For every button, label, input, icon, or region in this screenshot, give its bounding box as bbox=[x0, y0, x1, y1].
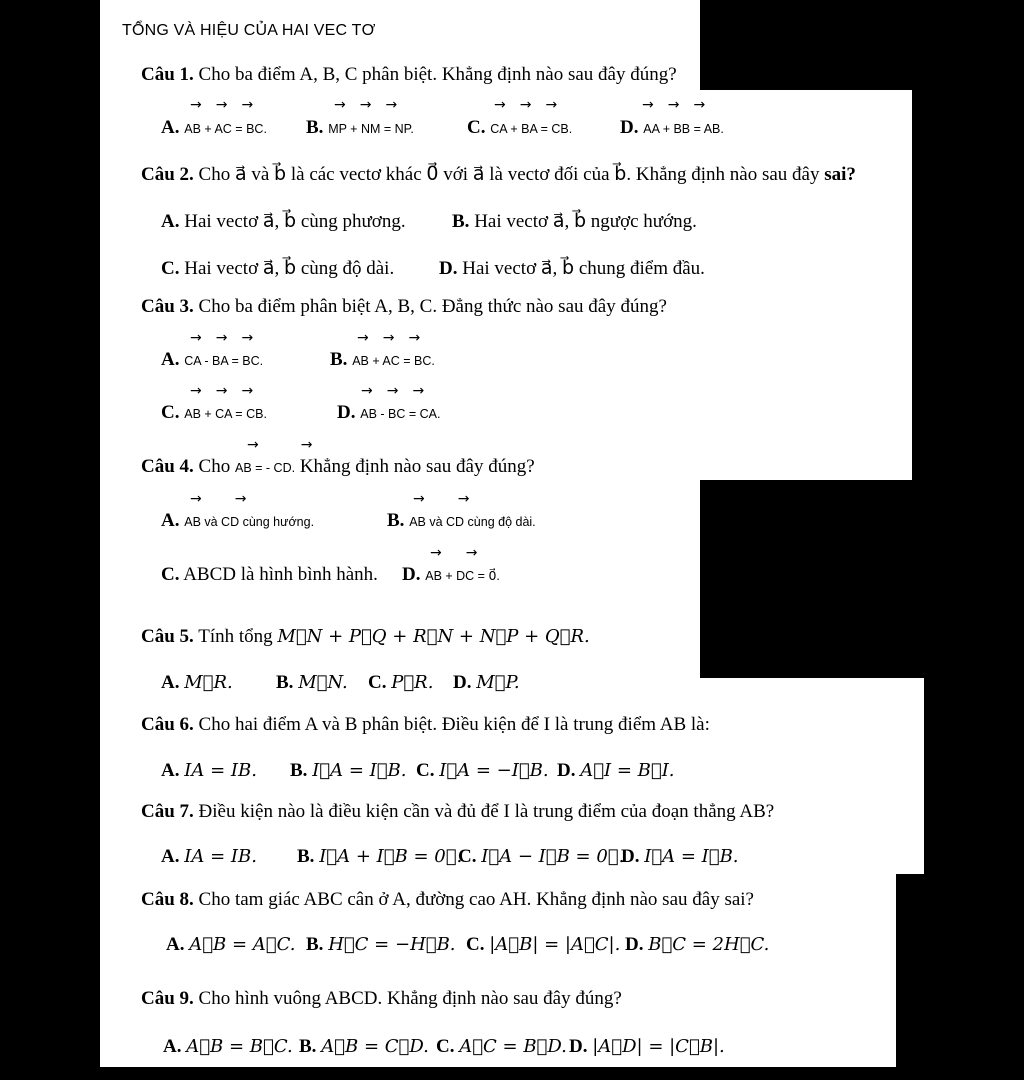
q6-option-a: A. IA = IB. bbox=[161, 760, 257, 781]
vector-arrows: →→ bbox=[247, 437, 355, 453]
vector-arrows: →→→ bbox=[190, 97, 268, 113]
q1-option-b: B. MP + NM = NP. bbox=[306, 117, 414, 138]
question-2: Câu 2. Cho a⃗ và b⃗ là các vectơ khác 0⃗ với a⃗ là vectơ đối của b⃗. Khẳng định nào sau đây sai? bbox=[141, 164, 856, 185]
page-background-right-upper bbox=[700, 90, 912, 480]
q1-option-a: A. AB + AC = BC. bbox=[161, 117, 267, 138]
question-4: Câu 4. Cho AB = - CD. Khẳng định nào sau đây đúng? bbox=[141, 456, 535, 477]
question-5: Câu 5. Tính tổng M⃗N + P⃗Q + R⃗N + N⃗P + Q⃗R. bbox=[141, 626, 590, 647]
q1-option-c: C. CA + BA = CB. bbox=[467, 117, 573, 138]
q4-option-b: B. AB và CD cùng độ dài. bbox=[387, 510, 536, 531]
page-title: TỔNG VÀ HIỆU CỦA HAI VEC TƠ bbox=[122, 22, 376, 39]
vector-arrows: →→→ bbox=[190, 383, 268, 399]
q3-option-c: C. AB + CA = CB. bbox=[161, 402, 267, 423]
q5-option-d: D. M⃗P. bbox=[453, 672, 520, 693]
q9-option-c: C. A⃗C = B⃗D. bbox=[436, 1036, 567, 1057]
vector-arrows: →→ bbox=[430, 545, 502, 561]
q5-expression: M⃗N + P⃗Q + R⃗N + N⃗P + Q⃗R. bbox=[277, 626, 590, 647]
question-1: Câu 1. Cho ba điểm A, B, C phân biệt. Khẳng định nào sau đây đúng? bbox=[141, 64, 677, 85]
q8-option-b: B. H⃗C = −H⃗B. bbox=[306, 934, 456, 955]
q6-option-b: B. I⃗A = I⃗B. bbox=[290, 760, 407, 781]
q3-option-d: D. AB - BC = CA. bbox=[337, 402, 441, 423]
question-6: Câu 6. Cho hai điểm A và B phân biệt. Điều kiện để I là trung điểm AB là: bbox=[141, 714, 710, 735]
question-8: Câu 8. Cho tam giác ABC cân ở A, đường cao AH. Khẳng định nào sau đây sai? bbox=[141, 889, 754, 910]
q6-option-d: D. A⃗I = B⃗I. bbox=[557, 760, 675, 781]
vector-arrows: →→→ bbox=[190, 330, 268, 346]
q9-option-b: B. A⃗B = C⃗D. bbox=[299, 1036, 429, 1057]
q8-option-d: D. B⃗C = 2H⃗C. bbox=[625, 934, 770, 955]
q3-option-b: B. AB + AC = BC. bbox=[330, 349, 435, 370]
q2-option-c: C. Hai vectơ a⃗, b⃗ cùng độ dài. bbox=[161, 258, 395, 279]
q6-option-c: C. I⃗A = −I⃗B. bbox=[416, 760, 549, 781]
q5-option-b: B. M⃗N. bbox=[276, 672, 348, 693]
q7-option-d: D. I⃗A = I⃗B. bbox=[621, 846, 739, 867]
q2-emphasis: sai? bbox=[824, 164, 856, 185]
vector-arrows: →→ bbox=[190, 491, 280, 507]
q7-option-b: B. I⃗A + I⃗B = 0⃗. bbox=[297, 846, 463, 867]
q5-option-a: A. M⃗R. bbox=[161, 672, 233, 693]
vector-arrows: →→→ bbox=[334, 97, 412, 113]
q4-option-c: C. ABCD là hình bình hành. bbox=[161, 564, 378, 585]
q2-option-d: D. Hai vectơ a⃗, b⃗ chung điểm đầu. bbox=[439, 258, 705, 279]
q4-option-d: D. AB + DC = 0⃗. bbox=[402, 564, 500, 585]
question-7: Câu 7. Điều kiện nào là điều kiện cần và đủ để I là trung điểm của đoạn thẳng AB? bbox=[141, 801, 775, 822]
question-9: Câu 9. Cho hình vuông ABCD. Khẳng định nào sau đây đúng? bbox=[141, 988, 622, 1009]
q8-option-a: A. A⃗B = A⃗C. bbox=[166, 934, 296, 955]
q4-option-a: A. AB và CD cùng hướng. bbox=[161, 510, 315, 531]
q5-option-c: C. P⃗R. bbox=[368, 672, 434, 693]
question-3: Câu 3. Cho ba điểm phân biệt A, B, C. Đẳng thức nào sau đây đúng? bbox=[141, 296, 667, 317]
q4-expression: AB = - CD. bbox=[234, 461, 296, 475]
q2-option-b: B. Hai vectơ a⃗, b⃗ ngược hướng. bbox=[452, 211, 697, 232]
vector-arrows: →→→ bbox=[494, 97, 572, 113]
q7-option-c: C. I⃗A − I⃗B = 0⃗. bbox=[458, 846, 625, 867]
q9-option-d: D. |A⃗D| = |C⃗B|. bbox=[569, 1036, 725, 1057]
q2-option-a: A. Hai vectơ a⃗, b⃗ cùng phương. bbox=[161, 211, 406, 232]
vector-arrows: →→ bbox=[413, 491, 503, 507]
q7-option-a: A. IA = IB. bbox=[161, 846, 257, 867]
page-background-right-middle bbox=[700, 678, 924, 874]
q1-option-d: D. AA + BB = AB. bbox=[620, 117, 724, 138]
q9-option-a: A. A⃗B = B⃗C. bbox=[163, 1036, 293, 1057]
vector-arrows: →→→ bbox=[642, 97, 720, 113]
q3-option-a: A. CA - BA = BC. bbox=[161, 349, 264, 370]
vector-arrows: →→→ bbox=[361, 383, 439, 399]
vector-arrows: →→→ bbox=[357, 330, 435, 346]
q8-option-c: C. |A⃗B| = |A⃗C|. bbox=[466, 934, 621, 955]
